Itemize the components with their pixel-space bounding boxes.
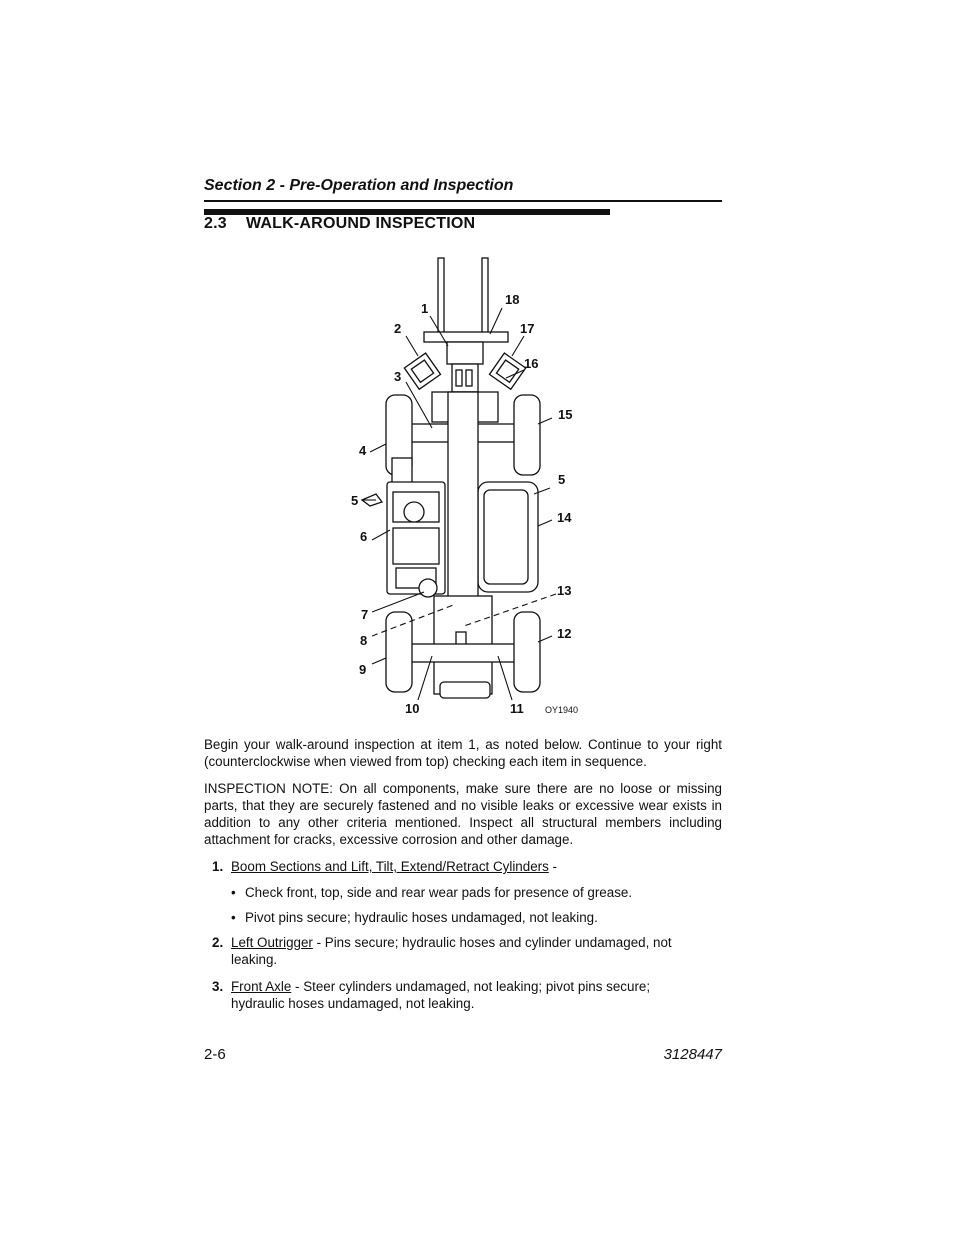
item-text: - Pins secure; hydraulic hoses and cylinder undamaged, not leaking.: [231, 935, 672, 967]
boom-pivot: [419, 579, 437, 597]
bullet-text: Check front, top, side and rear wear pads for presence of grease.: [245, 885, 633, 900]
label-9: 9: [359, 662, 367, 677]
bullet-glyph: •: [231, 910, 236, 925]
rear-axle: [406, 644, 528, 662]
label-5-left: 5: [351, 493, 359, 508]
rear-right-tire: [514, 612, 540, 692]
right-fork: [482, 258, 488, 336]
heading-number: 2.3: [204, 215, 227, 232]
item-text: -: [548, 859, 557, 874]
label-7: 7: [361, 607, 369, 622]
bullet-item: [231, 909, 598, 926]
item-title: Boom Sections and Lift, Tilt, Extend/Retract Cylinders: [231, 859, 549, 874]
left-fork: [438, 258, 444, 336]
label-6: 6: [360, 529, 368, 544]
label-3: 3: [394, 369, 402, 384]
telehandler-diagram: [340, 252, 600, 722]
figure-code: OY1940: [545, 705, 579, 715]
document-number: 3128447: [663, 1046, 722, 1063]
item-number: 1.: [212, 859, 224, 874]
label-2: 2: [394, 321, 402, 336]
label-11: 11: [510, 701, 524, 716]
item-title: Left Outrigger: [231, 935, 313, 950]
label-12: 12: [557, 626, 572, 641]
carriage: [424, 332, 508, 342]
item-number: 3.: [212, 979, 224, 994]
header-rule: [204, 200, 722, 202]
left-outrigger: [404, 353, 440, 389]
intro-paragraph: Begin your walk-around inspection at item 1, as noted below. Continue to your right (counterclockwise when viewed from top) checking each item in sequence.: [204, 737, 722, 769]
label-14: 14: [557, 510, 572, 525]
bullet-glyph: •: [231, 885, 236, 900]
item-text: - Steer cylinders undamaged, not leaking; pivot pins secure; hydraulic hoses undamaged, not leaking.: [231, 979, 651, 1011]
inspection-note: INSPECTION NOTE: On all components, make sure there are no loose or missing parts, that they are securely fastened and no visible leaks or excessive wear exists in addition to any other criteria mentioned. Inspect all structural members including attachment for cracks, excessive corrosion and other damage.: [204, 781, 722, 847]
label-18: 18: [505, 292, 520, 307]
label-5-right: 5: [558, 472, 566, 487]
page-heading: [204, 215, 475, 233]
label-4: 4: [359, 443, 367, 458]
inspection-item-1: [204, 858, 722, 875]
heading-text: WALK-AROUND INSPECTION: [246, 215, 476, 232]
rear-left-tire: [386, 612, 412, 692]
label-15: 15: [558, 407, 573, 422]
label-13: 13: [557, 583, 572, 598]
page-number: 2-6: [204, 1046, 226, 1063]
label-16: 16: [524, 356, 539, 371]
bullet-text: Pivot pins secure; hydraulic hoses undamaged, not leaking.: [245, 910, 598, 925]
inspection-item-3: [204, 978, 722, 1012]
section-title: Section 2 - Pre-Operation and Inspection: [204, 177, 514, 194]
item-title: Front Axle: [231, 979, 292, 994]
inspection-item-2: [204, 934, 722, 968]
item-number: 2.: [212, 935, 224, 950]
label-8: 8: [360, 633, 368, 648]
label-1: 1: [421, 301, 429, 316]
bullet-item: [231, 884, 632, 901]
label-10: 10: [405, 701, 420, 716]
front-right-tire: [514, 395, 540, 475]
counterweight: [440, 682, 490, 698]
label-17: 17: [520, 321, 535, 336]
